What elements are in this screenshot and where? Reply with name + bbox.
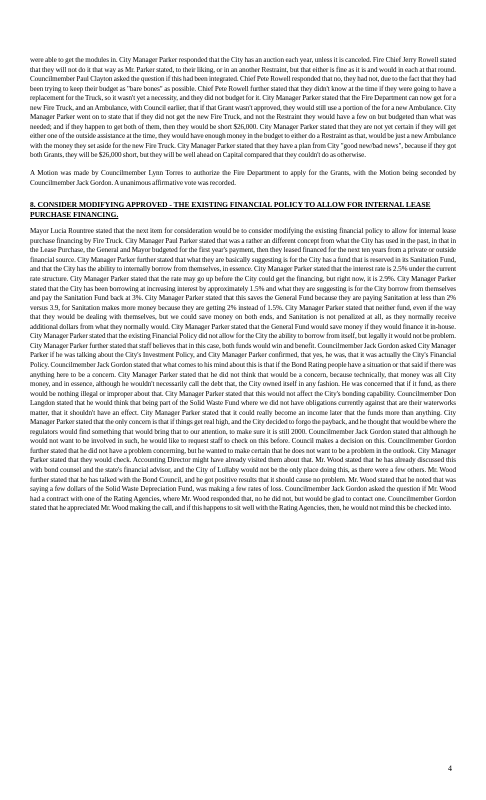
section-body-paragraph: Mayor Lucia Rountree stated that the next item for consideration would be to consider modifying the existing financial policy to allow for internal lease purchase financing by Fire Truck. City Manager Paul Parker stated that was a rather an different concept from what the City has used in the past, in that in the Lease Purchase, the General and Mayor budgeted for the first year's payment, then they leased financed for the next ten years from a private or outside financial source. City Manager Parker further stated that what they are basically suggesting is for the City has a fund that is reserved in its Sanitation Fund, and that the City has the ability to internally borrow from themselves, in essence. City Manager Parker stated that the interest rate is 2.5% under the current rate structure. City Manager Parker stated that the rate may go up before the City could get the financing, but right now, it is 2.9%. City Manager Parker stated that the City has been borrowing at increasing interest by approximately 1.5% and what they are suggesting is for the City borrow from themselves and pay the Sanitation Fund back at 3%. City Manager Parker stated that this saves the General Fund because they are paying Sanitation at less than 2% versus 3.9, for Sanitation makes more money because they are getting 2% instead of 1.5%. City Manager Parker stated that neither fund, even if the way that they would be dealing with themselves, but we could save money on both ends, and Sanitation is not penalized at all, as they normally receive additional dollars from what they normally would. City Manager Parker stated that the General Fund would save money if they would finance it in-house. City Manager Parker stated that the existing Financial Policy did not allow for the City the ability to borrow from itself, but legally it would not be problem. City Manager Parker further stated that staff believes that in this case, both funds would win and benefit. Councilmember Jack Gordon asked City Manager Parker if he was talking about the City's Investment Policy, and City Manager Parker confirmed, that yes, he was, that it was actually the City's Financial Policy. Councilmember Jack Gordon stated that what comes to his mind about this is that if the Bond Rating people have a situation or that said if there was anything here to be a concern. City Manager Parker stated that he did not think that would be a concern, because technically, that money was all City money, and in essence, although he wouldn't necessarily call the debt that, the City owned itself in any fashion. He was concerned that if it fund, as there would be nothing illegal or improper about that. City Manager Parker stated that this would not affect the City's bonding capability. Councilmember Don Langdon stated that he would think that being part of the Solid Waste Fund where we did not have obligations currently against that are their waterworks matter, that it shouldn't have an effect. City Manager Parker stated that it could really become an income later that the funds more than anything. City Manager Parker stated that the only concern is that if things get real high, and the City decided to forgo the payback, and he thought that would be where the regulators would find something that would bring that to our attention, to make sure it is still 2000. Councilmember Jack Gordon stated that although he would not want to be involved in such, he would like to request staff to check on this before. Council makes a decision on this. Councilmember Gordon further stated that he did not have a problem concerning, but he wanted to make certain that he does not want to be a problem in the outlook. City Manager Parker stated that they would check. Accounting Director might have already visited them about that. Mr. Wood stated that he has already discussed this with bond counsel and the state's financial advisor, and the City of Lullaby would not be the only place doing this, as there were a few others. Mr. Wood further stated that he has talked with the Bond Council, and he got positive results that it should cause no problem. Mr. Wood stated that he noted that was saying a few dollars of the Solid Waste Depreciation Fund, was making a few rates of loss. Councilmember Jack Gordon asked the question if Mr. Wood had a contract with one of the Rating Agencies, where Mr. Wood responded that, no he did not, but would be glad to contact one. Councilmember Gordon stated that he appreciated Mr. Wood making the call, and if this happens to sit well with the Rating Agencies, then, he would not mind this be checked into.: [30, 227, 456, 513]
body-paragraph: were able to get the modules in. City Manager Parker responded that the City has an auction each year, unless it is canceled. Fire Chief Jerry Rowell stated that they will not do it that way as Mr. Parker stated, to their liking, or in an another Restraint, but that either is fine as it is and would in each at that round. Councilmember Paul Clayton asked the question if this had been integrated. Chief Pete Rowell responded that no, they had not, due to the fact that they had been trying to keep their budget as "bare bones" as possible. Chief Pete Rowell further stated that they didn't know at the time if they were going to have a replacement for the Truck, so it wasn't yet a necessity, and they did not budget for it. City Manager Parker stated that the Fire Department can now get for a new Fire Truck, and an Ambulance, with Council earlier, that if that Grant wasn't approved, they would still use a portion of the for a new Ambulance. City Manager Parker went on to state that if they did not get the new Fire Truck, and not the Restraint they would have a few on but budgeted than what was needed; and if they happen to get both of them, then they would be short $26,000. City Manager Parker stated that they are not yet certain if they will get either one of the outside assistance at the time, they would have enough money in the budget to either do a Restraint as that, would be just a new Ambulance with the money they set aside for the new Fire Truck. City Manager Parker stated that they have a plan from City "good new/bad news", because if they got both Grants, they will be $26,000 short, but they will be well ahead on Capital compared that they couldn't do as otherwise.: [30, 56, 456, 160]
page-number: 4: [448, 764, 452, 773]
section-heading: 8. CONSIDER MODIFYING APPROVED - THE EXISTING FINANCIAL POLICY TO ALLOW FOR INTERNAL LEASE PURCHASE FINANCING.: [30, 200, 431, 219]
motion-paragraph: A Motion was made by Councilmember Lynn Torres to authorize the Fire Department to apply for the Grants, with the Motion being seconded by Councilmember Jack Gordon. A unanimous affirmative vote was recorded.: [30, 169, 456, 187]
